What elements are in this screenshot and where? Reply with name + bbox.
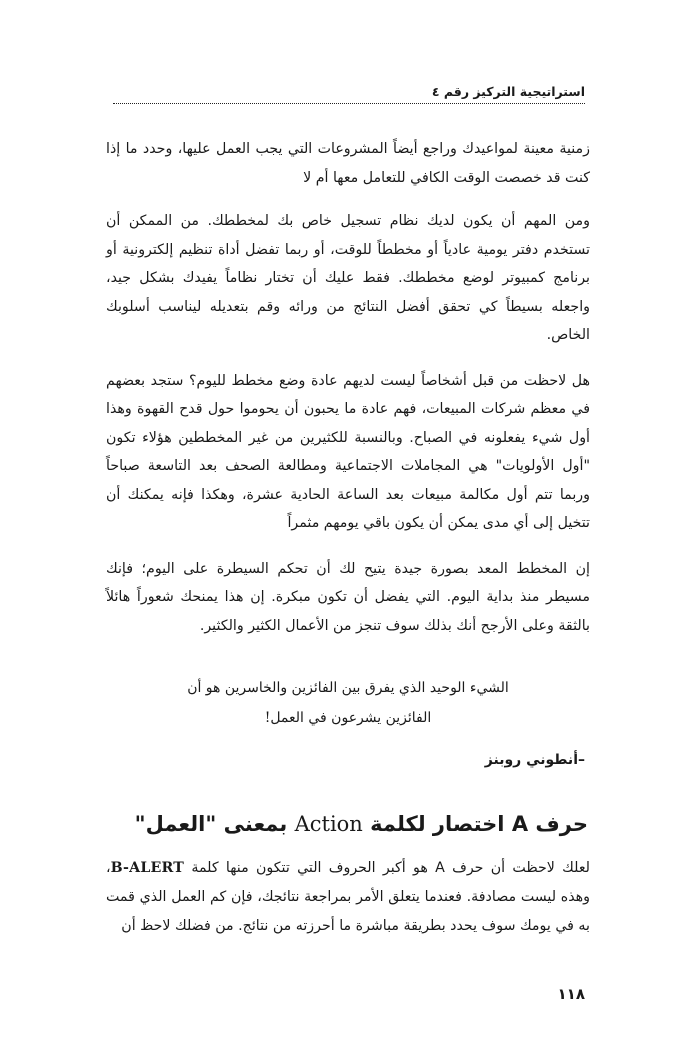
paragraph-4: إن المخطط المعد بصورة جيدة يتيح لك أن تحكم السيطرة على اليوم؛ فإنك مسيطر منذ بداية اليوم. التي يفضل أن تكون مبكرة. إن هذا يمنحك شعوراً هائلاً بالثقة وعلى الأرجح أنك بذلك سوف تنجز من الأعمال الكثير والكثير. [106,560,590,634]
quote-attribution: –أنطوني روبنز [484,752,585,768]
paragraph-1: زمنية معينة لمواعيدك وراجع أيضاً المشروعات التي يجب العمل عليها، وحدد ما إذا كنت قد خصصت الوقت الكافي للتعامل معها أم لا [106,141,590,186]
section-text [106,854,590,941]
quote-line-2: الفائزين يشرعون في العمل! [264,710,432,726]
quote-line-1: الشيء الوحيد الذي يفرق بين الفائزين والخاسرين هو أن [187,680,509,696]
brand-word: B-ALERT [110,860,185,876]
page-number: ١١٨ [557,985,585,1003]
section-heading [98,812,588,836]
paragraph-2: ومن المهم أن يكون لديك نظام تسجيل خاص بك لمخططك. من الممكن أن تستخدم دفتر يومية عادياً أو مخططاً للوقت، أو ربما تفضل أداة تنظيم إلكترونية أو برنامج كمبيوتر لوضع مخططك. فقط عليك أن تختار نظاماً يفيدك بشكل جيد، واجعله بسيطاً كي تحقق أفضل النتائج من ورائه وقم بتعديله ليناسب أسلوبك الخاص. [106,213,590,343]
running-header: استراتيجية التركيز رقم ٤ [113,84,585,104]
quote-block [106,673,590,733]
section-heading-part-2: بمعنى "العمل" [134,812,295,836]
section-heading-latin-word: Action [294,812,363,836]
section-heading-part-1: حرف A اختصار لكلمة [362,812,588,836]
body-text [106,135,590,657]
section-text-part-2: ، وهذه ليست مصادفة. فعندما يتعلق الأمر بمراجعة نتائجك، فإن كم العمل الذي قمت به في يومك سوف يحدد بطريقة مباشرة ما أحرزته من نتائج. من فضلك لاحظ أن [106,860,590,934]
section-text-part-1: لعلك لاحظت أن حرف A هو أكبر الحروف التي تتكون منها كلمة [184,860,590,876]
paragraph-3: هل لاحظت من قبل أشخاصاً ليست لديهم عادة وضع مخطط لليوم؟ ستجد بعضهم في معظم شركات المبيعات، فهم عادة ما يحبون أن يحوموا حول قدح القهوة وهذا أول شيء يفعلونه في الصباح. وبالنسبة للكثيرين من غير المخططين هؤلاء تكون "أول الأولويات" هي المجاملات الاجتماعية ومطالعة الصحف بعد التاسعة صباحاً وربما تتم أول مكالمة مبيعات بعد الساعة الحادية عشرة، وهكذا فإنه يمكنك أن تتخيل إلى أي مدى يمكن أن يكون باقي يومهم مثمراً [106,372,590,531]
section-paragraph [106,854,590,941]
